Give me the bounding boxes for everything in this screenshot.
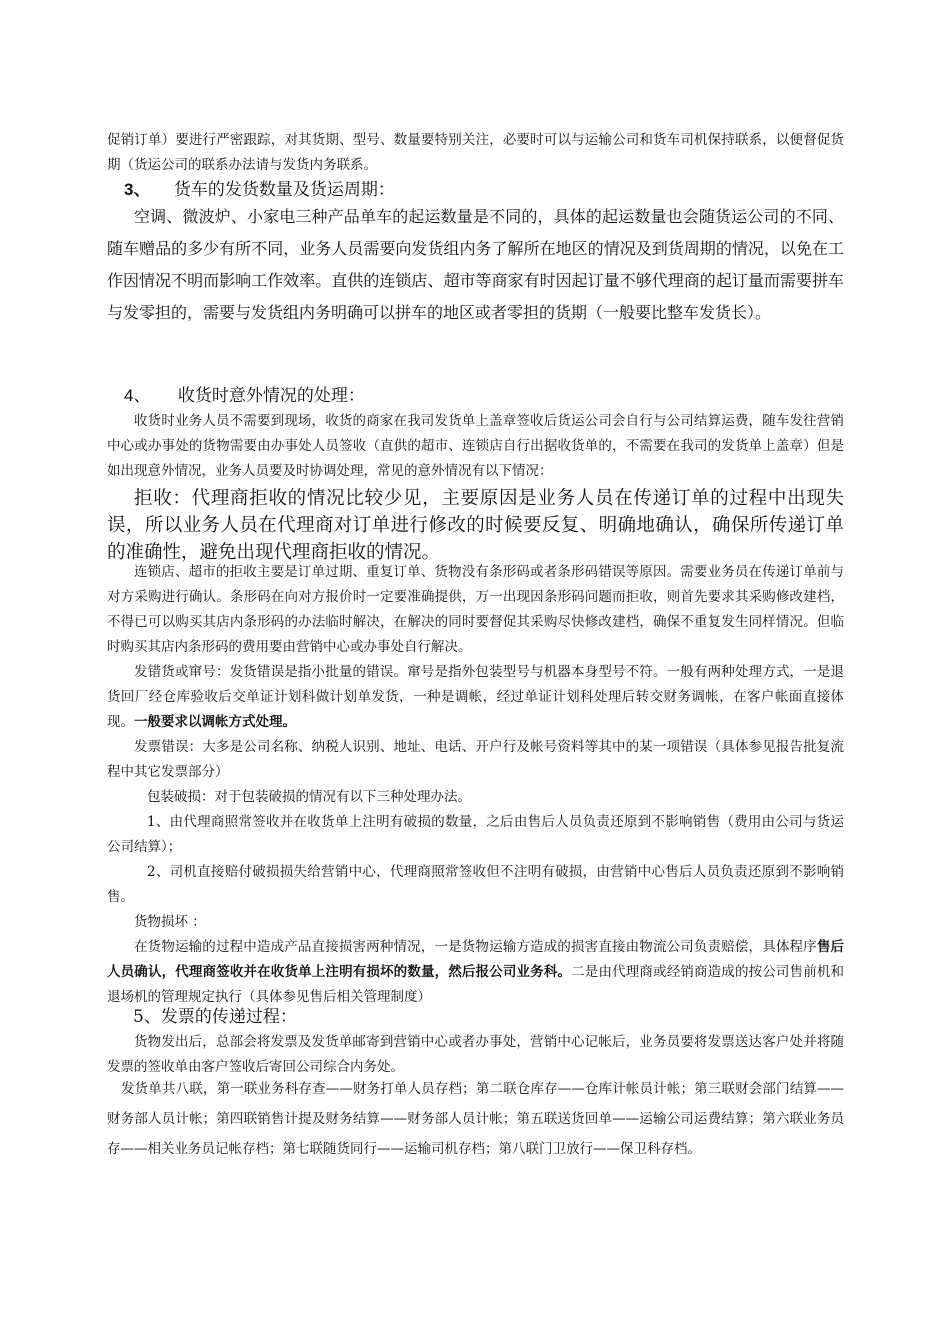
paragraph-rejection: 拒收：代理商拒收的情况比较少见，主要原因是业务人员在传递订单的过程中出现失误，所以业务人员在代理商对订单进行修改的时候要反复、明确地确认，确保所传递订单的准确性，避免出现代理商拒收的情况。 — [107, 488, 844, 563]
paragraph-wrong-delivery — [107, 660, 844, 735]
paragraph-invoice-error: 发票错误：大多是公司名称、纳税人识别、地址、电话、开户行及帐号资料等其中的某一项错误（具体参见报告批复流程中其它发票部分） — [107, 739, 844, 780]
heading-section-4 — [124, 384, 824, 408]
paragraph-package-option-1: 1、由代理商照常签收并在收货单上注明有破损的数量，之后由售后人员负责还原到不影响销售（费用由公司与货运公司结算）； — [107, 814, 844, 855]
paragraph-goods-damage-title: 货物损坏 ： — [134, 914, 206, 930]
paragraph-goods-damage — [107, 935, 844, 1010]
paragraph-chain-store-rejection: 连锁店、超市的拒收主要是订单过期、重复订单、货物没有条形码或者条形码错误等原因。需要业务员在传递订单前与对方采购进行确认。条形码在向对方报价时一定要准确提供，万一出现因条形码问题而拒收，则首先要求其采购修改建档，不得已可以购买其店内条形码的办法临时解决，在解决的同时要督促其采购尽快修改建档，确保不重复发生同样情况。但临时购买其店内条形码的费用要由营销中心或办事处自行解决。 — [107, 564, 844, 655]
heading-number: 4、 — [124, 386, 151, 405]
paragraph-order-tracking: 促销订单）要进行严密跟踪，对其货期、型号、数量要特别关注，必要时可以与运输公司和货车司机保持联系，以便督促货期（货运公司的联系办法请与发货内务联系。 — [107, 132, 844, 173]
paragraph-invoice-delivery: 货物发出后，总部会将发票及发货单邮寄到营销中心或者办事处，营销中心记帐后，业务员要将发票送达客户处并将随发票的签收单由客户签收后寄回公司综合内务处。 — [107, 1034, 844, 1075]
heading-number: 3、 — [124, 180, 151, 199]
heading-text: 货车的发货数量及货运周期： — [173, 180, 395, 200]
wrong-delivery-text: 发错货或窜号：发货错误是指小批量的错误。窜号是指外包装型号与机器本身型号不符。一般有两种处理方式，一是退货回厂经仓库验收后交单证计划科做计划单发货，一种是调帐，经过单证计划科处理后转交财务调帐，在客户帐面直接体现。 — [107, 664, 844, 730]
wrong-delivery-bold-note: 一般要求以调帐方式处理。 — [134, 714, 296, 730]
heading-text: 收货时意外情况的处理： — [177, 386, 365, 406]
goods-damage-text-2: 二是由代理商或经销商造成的按公司售前机和退场机的管理规定执行（具体参见售后相关管理制度） — [107, 964, 845, 1005]
paragraph-shipping-quantity: 空调、微波炉、小家电三种产品单车的起运数量是不同的，具体的起运数量也会随货运公司的不同、随车赠品的多少有所不同，业务人员需要向发货组内务了解所在地区的情况及到货周期的情况，以免在工作因情况不明而影响工作效率。直供的连锁店、超市等商家有时因起订量不够代理商的起订量而需要拼车与发零担的，需要与发货组内务明确可以拼车的地区或者零担的货期（一般要比整车发货长）。 — [107, 207, 844, 322]
heading-section-5: 5、发票的传递过程： — [133, 1007, 297, 1027]
paragraph-package-damage: 包装破损：对于包装破损的情况有以下三种处理办法。 — [147, 789, 471, 805]
paragraph-receiving-exceptions: 收货时业务人员不需要到现场，收货的商家在我司发货单上盖章签收后货运公司会自行与公司结算运费，随车发往营销中心或办事处的货物需要由办事处人员签收（直供的超市、连锁店自行出据收货单的，不需要在我司的发货单上盖章）但是如出现意外情况，业务人员要及时协调处理，常见的意外情况有以下情况： — [107, 413, 844, 479]
paragraph-delivery-copies: 发货单共八联，第一联业务科存查——财务打单人员存档；第二联仓库存——仓库计帐员计帐；第三联财会部门结算——财务部人员计帐；第四联销售计提及财务结算——财务部人员计帐；第五联送货回单——运输公司运费结算；第六联业务员存——相关业务员记帐存档；第七联随货同行——运输司机存档；第八联门卫放行——保卫科存档。 — [107, 1081, 844, 1157]
paragraph-package-option-2: 2、司机直接赔付破损损失给营销中心，代理商照常签收但不注明有破损，由营销中心售后人员负责还原到不影响销售。 — [107, 864, 844, 905]
goods-damage-bold-procedure: 售后人员确认，代理商签收并在收货单上注明有损坏的数量，然后报公司业务科。 — [107, 939, 845, 980]
goods-damage-text: 在货物运输的过程中造成产品直接损害两种情况，一是货物运输方造成的损害直接由物流公司负责赔偿，具体程序 — [134, 939, 817, 955]
heading-section-3 — [124, 178, 824, 202]
